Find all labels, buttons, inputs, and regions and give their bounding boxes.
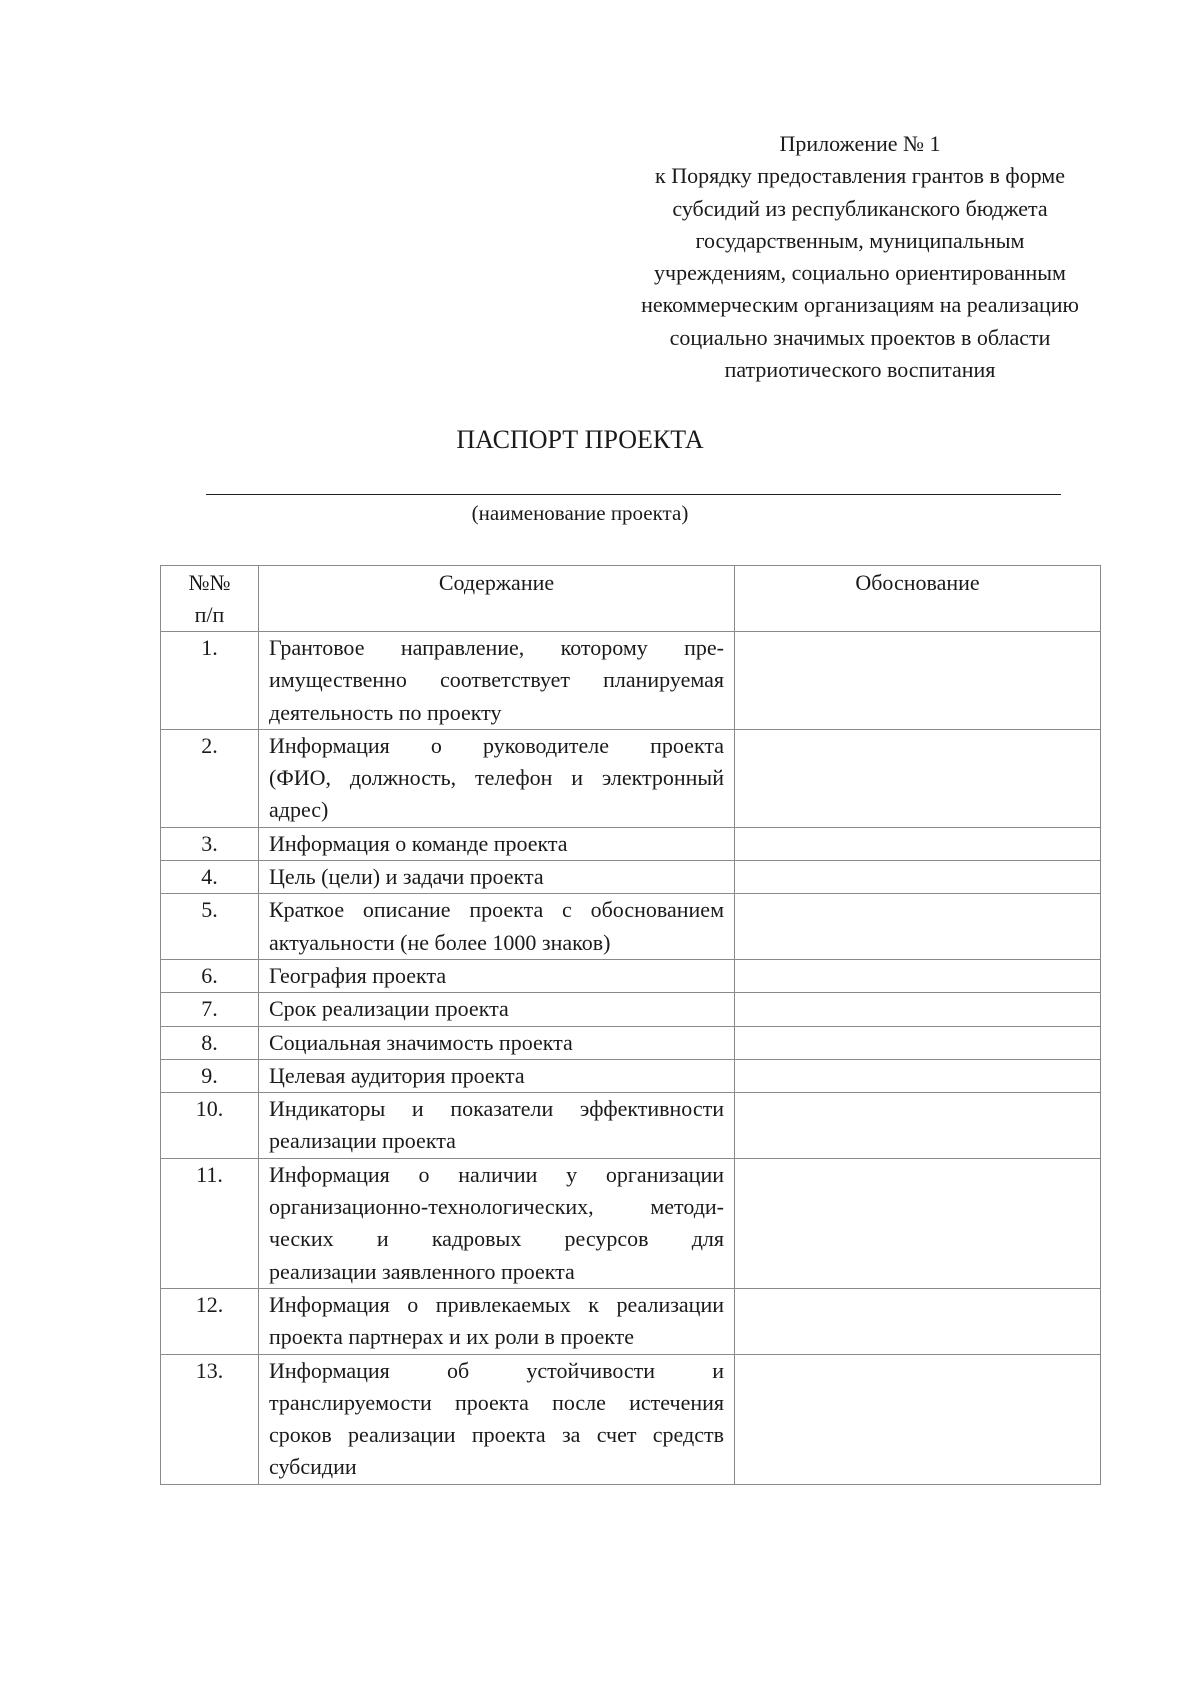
table-row bbox=[161, 1354, 1101, 1484]
row-content-line: Грантовое направление, которому пре- bbox=[269, 635, 724, 660]
row-content-line: организационно-технологических, методи- bbox=[269, 1194, 724, 1220]
row-content-line: Информация о руководителе проекта bbox=[269, 732, 724, 758]
row-content bbox=[259, 1158, 735, 1288]
table-body bbox=[161, 632, 1101, 1485]
row-content-line: проекта партнерах и их роли в проекте bbox=[269, 1324, 634, 1350]
row-content-line: имущественно соответствует планируемая bbox=[269, 667, 724, 693]
appendix-line: государственным, муниципальным bbox=[695, 227, 1025, 253]
row-content bbox=[259, 827, 735, 860]
row-content-line: ческих и кадровых ресурсов для bbox=[269, 1226, 724, 1252]
row-number: 2. bbox=[161, 729, 259, 827]
header-basis: Обоснование bbox=[735, 566, 1101, 632]
row-content bbox=[259, 632, 735, 730]
row-basis bbox=[735, 1354, 1101, 1484]
table-row bbox=[161, 632, 1101, 730]
row-content-line: Информация о команде проекта bbox=[269, 830, 568, 856]
table-row bbox=[161, 1158, 1101, 1288]
row-content-line: Цель (цели) и задачи проекта bbox=[269, 864, 544, 890]
document-title: ПАСПОРТ ПРОЕКТА bbox=[456, 425, 704, 454]
header-number-line: №№ bbox=[188, 570, 231, 595]
row-content bbox=[259, 1059, 735, 1092]
table-row bbox=[161, 827, 1101, 860]
row-content bbox=[259, 1093, 735, 1159]
row-content-line: Информация об устойчивости и bbox=[269, 1357, 724, 1383]
row-content bbox=[259, 894, 735, 960]
appendix-line: социально значимых проектов в области bbox=[669, 324, 1051, 350]
project-name-caption: (наименование проекта) bbox=[471, 501, 689, 525]
row-content bbox=[259, 993, 735, 1026]
row-content-line: Индикаторы и показатели эффективности bbox=[269, 1096, 724, 1122]
row-content-line: География проекта bbox=[269, 962, 447, 988]
row-content-line: адрес) bbox=[269, 797, 329, 823]
table-row bbox=[161, 1288, 1101, 1354]
project-name-line bbox=[206, 494, 1061, 495]
row-content-line: Информация о привлекаемых к реализации bbox=[269, 1291, 724, 1317]
row-basis bbox=[735, 632, 1101, 730]
row-basis bbox=[735, 827, 1101, 860]
row-number: 13. bbox=[161, 1354, 259, 1484]
row-basis bbox=[735, 1026, 1101, 1059]
row-content-line: актуальности (не более 1000 знаков) bbox=[269, 929, 611, 955]
row-basis bbox=[735, 993, 1101, 1026]
row-number: 3. bbox=[161, 827, 259, 860]
row-content-line: Срок реализации проекта bbox=[269, 996, 509, 1022]
table-row bbox=[161, 993, 1101, 1026]
table-row bbox=[161, 959, 1101, 992]
row-number: 10. bbox=[161, 1093, 259, 1159]
row-content bbox=[259, 1354, 735, 1484]
row-content-line: Социальная значимость проекта bbox=[269, 1029, 573, 1055]
row-basis bbox=[735, 861, 1101, 894]
row-number: 1. bbox=[161, 632, 259, 730]
row-basis bbox=[735, 1059, 1101, 1092]
row-basis bbox=[735, 729, 1101, 827]
row-content-line: Краткое описание проекта с обоснованием bbox=[269, 897, 724, 923]
row-content-line: транслируемости проекта после истечения bbox=[269, 1389, 724, 1415]
row-content-line: Информация о наличии у организации bbox=[269, 1161, 724, 1187]
row-content bbox=[259, 1026, 735, 1059]
row-basis bbox=[735, 1288, 1101, 1354]
header-number-line: п/п bbox=[194, 602, 225, 627]
row-basis bbox=[735, 1093, 1101, 1159]
appendix-line: некоммерческим организациям на реализацию bbox=[641, 292, 1079, 318]
row-basis bbox=[735, 959, 1101, 992]
appendix-line: учреждениям, социально ориентированным bbox=[654, 260, 1066, 286]
row-number: 12. bbox=[161, 1288, 259, 1354]
row-content-line: реализации заявленного проекта bbox=[269, 1258, 575, 1284]
row-content-line: Целевая аудитория проекта bbox=[269, 1062, 525, 1088]
table-row bbox=[161, 1026, 1101, 1059]
row-content bbox=[259, 729, 735, 827]
table-row bbox=[161, 1093, 1101, 1159]
table-row bbox=[161, 1059, 1101, 1092]
row-number: 6. bbox=[161, 959, 259, 992]
row-content-line: сроков реализации проекта за счет средств bbox=[269, 1422, 724, 1448]
row-content bbox=[259, 1288, 735, 1354]
table-row bbox=[161, 861, 1101, 894]
row-number: 7. bbox=[161, 993, 259, 1026]
row-number: 4. bbox=[161, 861, 259, 894]
appendix-line: патриотического воспитания bbox=[724, 357, 996, 383]
appendix-block bbox=[600, 128, 1120, 386]
row-content-line: субсидии bbox=[269, 1454, 357, 1480]
row-number: 8. bbox=[161, 1026, 259, 1059]
appendix-line: Приложение № 1 bbox=[779, 131, 941, 156]
row-content bbox=[259, 861, 735, 894]
row-content-line: реализации проекта bbox=[269, 1128, 456, 1154]
table-row bbox=[161, 894, 1101, 960]
passport-table bbox=[160, 565, 1101, 1485]
appendix-line: к Порядку предоставления грантов в форме bbox=[655, 163, 1065, 189]
table-header-row bbox=[161, 566, 1101, 632]
table-row bbox=[161, 729, 1101, 827]
header-number bbox=[161, 566, 259, 632]
row-content-line: (ФИО, должность, телефон и электронный bbox=[269, 765, 724, 791]
row-basis bbox=[735, 1158, 1101, 1288]
row-content-line: деятельность по проекту bbox=[269, 699, 502, 725]
row-number: 11. bbox=[161, 1158, 259, 1288]
row-basis bbox=[735, 894, 1101, 960]
header-content: Содержание bbox=[259, 566, 735, 632]
row-content bbox=[259, 959, 735, 992]
appendix-line: субсидий из республиканского бюджета bbox=[672, 195, 1048, 221]
row-number: 5. bbox=[161, 894, 259, 960]
row-number: 9. bbox=[161, 1059, 259, 1092]
